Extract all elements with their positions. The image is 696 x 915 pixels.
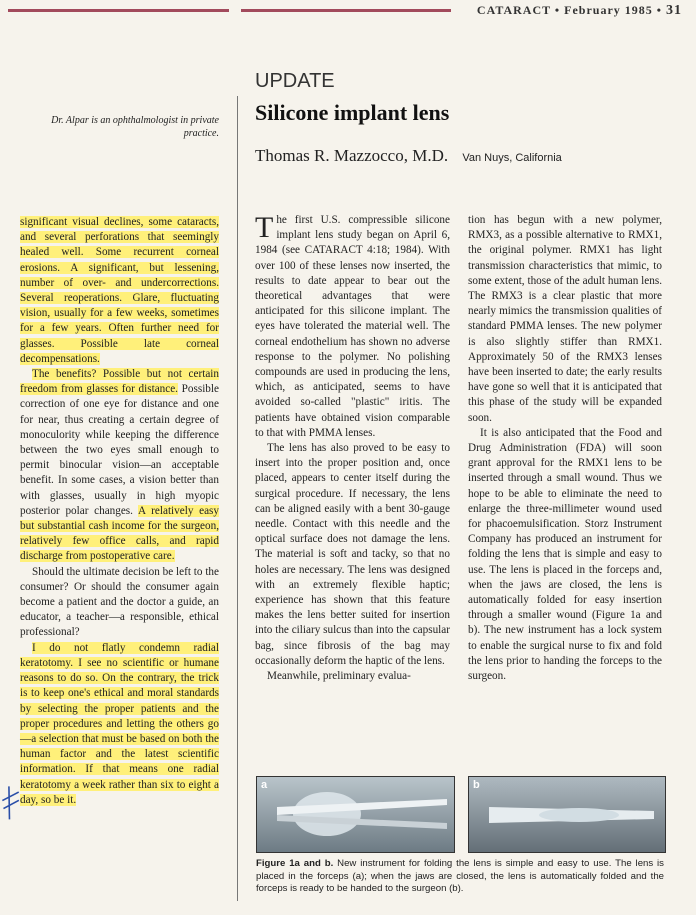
author-name: Thomas R. Mazzocco, M.D. — [255, 146, 449, 165]
forceps-closed-illustration — [469, 777, 665, 852]
left-paragraph — [20, 641, 219, 808]
body-text: Possible correction of one eye for distance and one for near, thus creating a certain degree of monoculority while keeping the difference between the two eyes small enough to permit binocular vision—an acceptable benefit. In some cases, a vision better than with glasses, usually in high myopic posterior polar changes. — [20, 383, 219, 517]
right-column — [468, 213, 662, 684]
column-divider — [237, 96, 238, 901]
author-affiliation: Van Nuys, California — [462, 152, 562, 164]
header-rule-left — [8, 9, 229, 12]
right-paragraph: It is also anticipated that the Food and Drug Administration (FDA) will soon grant approval for the RMX1 lens to be inserted through a small wound. Thus we hope to be able to eliminate the need to enlarge the three-millimeter wound used for phacoemulsification. Storz Instrument Company has produced an instrument for folding the lens that is simple and easy to use. The lens is placed in the forceps and, when the jaws are closed, the lens is automatically folded for easy insertion through a smaller wound (Figure 1a and b). The new instrument has a lock system to enable the surgical nurse to fix and fold the lens prior to handing the forceps to the surgeon. — [468, 426, 662, 683]
drop-cap: T — [255, 211, 274, 244]
running-header-text: CATARACT • February 1985 • — [476, 3, 662, 17]
right-paragraph: tion has begun with a new polymer, RMX3, as a possible alternative to RMX1, the original polymer. RMX1 has light transmission characteristics that mimic, to some extent, those of the adult human lens. The RMX3 is a clear plastic that more nearly mimics the transmission qualities of standard PMMA lenses. The new polymer is also slightly stiffer than RMX1. Approximately 50 of the RMX3 lenses have been inserted to date; the early results have gone so well that it is anticipated that this phase of the study will be expanded soon. — [468, 214, 662, 424]
author-bio-note: Dr. Alpar is an ophthalmologist in private practice. — [51, 115, 219, 139]
figure-caption — [256, 858, 664, 896]
figure-photo-a — [256, 776, 455, 853]
middle-paragraph — [255, 213, 450, 441]
forceps-open-illustration — [257, 777, 454, 852]
highlighted-text: significant visual declines, some cataracts, and several perforations that seemingly healed well. Some recurrent corneal erosions. A significant, but lessening, number of over- and undercorrections. Several reoperations. Glare, fluctuating vision, usually for a few weeks, sometimes for a few years. Often further need for glasses. Possible late corneal decompensations. — [20, 216, 219, 365]
left-paragraph: Should the ultimate decision be left to the consumer? Or should the consumer again become a patient and the doctor a guide, an educator, a teacher—a responsible, ethical professional? — [20, 565, 219, 639]
caption-lead: Figure 1a and b. — [256, 858, 334, 869]
running-header — [477, 3, 682, 19]
highlighted-text: A relatively easy but substantial cash income for the surgeon, relatively few office calls, and rapid discharge from postoperative care. — [20, 504, 219, 563]
middle-paragraph: Meanwhile, preliminary evalua- — [267, 670, 411, 683]
middle-column — [255, 213, 450, 684]
byline — [255, 146, 562, 166]
caption-text: New instrument for folding the lens is simple and easy to use. The lens is placed in the forceps (a); when the jaws are closed, the lens is automatically folded and the forceps is ready to be handed to the surgeon (b). — [256, 858, 664, 894]
page-number: 31 — [666, 3, 682, 18]
figure-label-b: b — [473, 779, 480, 791]
figure-photo-b — [468, 776, 666, 853]
section-label: UPDATE — [255, 70, 335, 92]
highlighted-text: I do not flatly condemn radial keratotomy. I see no scientific or humane reasons to do so. On the contrary, the trick is to keep one's ethical and moral standards by selecting the proper patients and the proper procedures and letting the others go—a selection that must be based on both the human factor and the latest scientific information. If that means one radial keratotomy a week rather than six to eight a day, so be it. — [20, 641, 219, 806]
figure-label-a: a — [261, 779, 268, 791]
header-rule-right — [241, 9, 451, 12]
left-paragraph — [20, 215, 219, 367]
highlighted-text: The benefits? Possible but not certain freedom from glasses for distance. — [20, 368, 219, 396]
body-text: he first U.S. compressible silicone implant lens study began on April 6, 1984 (see CATARACT 4:18; 1984). With over 100 of these lenses now inserted, the results to date appear to bear out the theoretical advantages that were anticipated for this silicone implant. The eyes have tolerated the material well. The corneal endothelium has shown no adverse response to the polymer. No polishing compounds are used in producing the lens, which, as anticipated, seems to have avoided so-called "plastic" iritis. The patients have obtained vision comparable to that with PMMA lenses. — [255, 214, 450, 439]
middle-paragraph: The lens has also proved to be easy to insert into the proper position and, once placed, appears to center itself during the surgical procedure. If necessary, the lens can be aligned easily with a bent 30-gauge needle. Contact with this needle and the optical surface does not damage the lens. The material is soft and tacky, so that no holes are necessary. The lens was designed with an extremely flexible haptic; experience has shown that this feature makes the lens better suited for insertion into the ciliary sulcus than into the capsular bag, since fibrosis of the bag may occasionally deform the haptic of the lens. — [255, 442, 450, 667]
article-title: Silicone implant lens — [255, 100, 450, 125]
left-column — [20, 215, 219, 808]
left-paragraph — [20, 367, 219, 565]
